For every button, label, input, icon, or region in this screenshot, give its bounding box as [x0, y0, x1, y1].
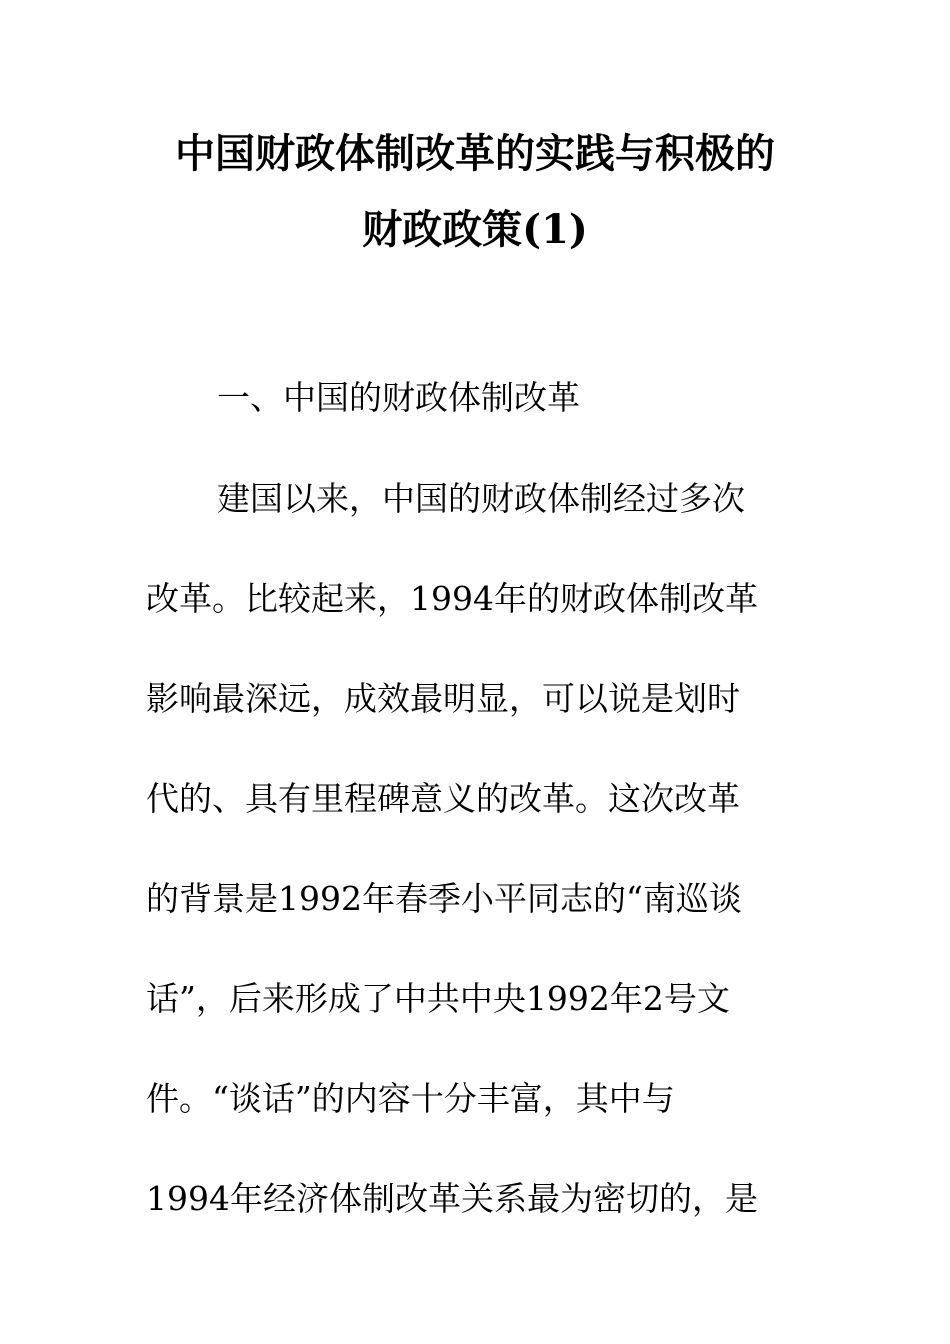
- body-line: 1994年经济体制改革关系最为密切的，是: [146, 1179, 758, 1218]
- document-title-line-1: 中国财政体制改革的实践与积极的: [175, 130, 775, 177]
- body-line: 改革。比较起来，1994年的财政体制改革: [146, 579, 758, 618]
- body-line: 的背景是1992年春季小平同志的“南巡谈: [146, 879, 742, 918]
- body-line: 话”，后来形成了中共中央1992年2号文: [146, 979, 730, 1018]
- document-title-line-2: 财政政策(1): [362, 206, 588, 253]
- section-heading: 一、中国的财政体制改革: [217, 378, 580, 417]
- body-line: 建国以来，中国的财政体制经过多次: [217, 479, 745, 518]
- body-line: 代的、具有里程碑意义的改革。这次改革: [146, 779, 740, 818]
- body-line: 件。“谈话”的内容十分丰富，其中与: [146, 1079, 675, 1118]
- body-line: 影响最深远，成效最明显，可以说是划时: [146, 679, 740, 718]
